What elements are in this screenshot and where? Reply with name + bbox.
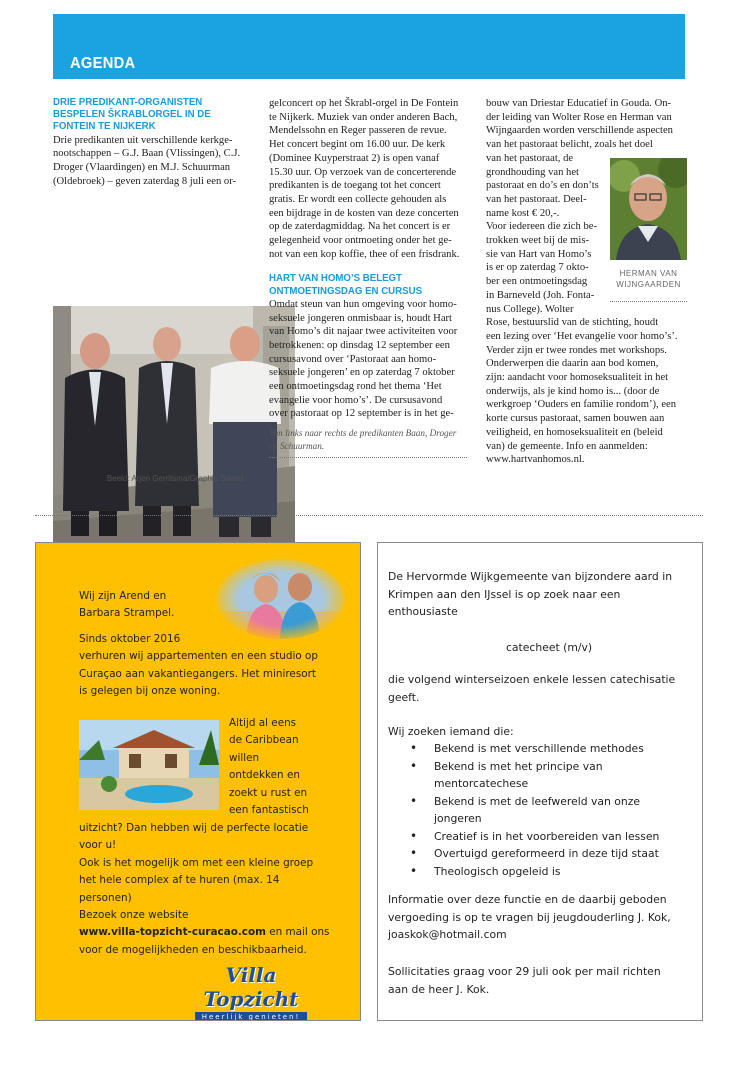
article1-body-col2 [269, 97, 467, 261]
portrait-caption [610, 268, 687, 290]
text-line: nootschappen – G.J. Baan (Vlissingen), C.J. [53, 148, 241, 160]
text-line: Mendelssohn en Reger passeren de revue. [269, 125, 447, 137]
herman-portrait [610, 158, 687, 260]
ad-church-line: geeft. [388, 690, 420, 704]
ad-villa-line: Altijd al eens [229, 717, 297, 729]
text-line: evangelie voor homo’s’. De cursusavond [269, 394, 443, 406]
ad-villa-line: uitzicht? Dan hebben wij de perfecte locatie [79, 822, 309, 834]
text-line: Wijngaarden worden verschillende aspecten [486, 125, 673, 137]
ad-church-apply [388, 963, 698, 998]
ad-church-line: enthousiaste [388, 605, 458, 618]
requirement-line: jongeren [434, 812, 482, 825]
text-line: gelconcert op het Škrabl-orgel in De Fontein [269, 98, 459, 109]
text-line: nus College). Wolter [486, 303, 574, 315]
text-line: ber een ontmoetingsdag [486, 276, 588, 288]
text-line: veiligheid, en homoseksualiteit en (beleid [486, 426, 663, 438]
section-divider [35, 515, 703, 516]
text-line: zijn: aandacht voor homoseksualiteit in het [486, 372, 669, 384]
requirement-line: • Overtuigd gereformeerd in deze tijd staat [434, 847, 659, 860]
requirement-line: • Creatief is in het voorbereiden van lessen [434, 829, 660, 843]
ad-church-line: De Hervormde Wijkgemeente van bijzondere aard in [388, 570, 673, 583]
ad-villa-line: Curaçao aan vakantiegangers. Het miniresort [79, 667, 316, 680]
ad-villa-line: voor de mogelijkheden en beschikbaarheid. [79, 943, 307, 956]
ad-villa-line: ontdekken en [229, 769, 300, 782]
text-line: een ontmoetingsdag rond het thema ‘Het [269, 381, 442, 393]
requirement-line: • Bekend is met het principe van [434, 759, 603, 773]
article2-body-col3-top [486, 97, 686, 152]
ad-villa-line: Sinds oktober 2016 [79, 633, 181, 645]
portrait-caption-line1: HERMAN VAN [619, 269, 678, 278]
ad-villa-line: verhuren wij appartementen en een studio op [79, 650, 318, 663]
section-title: AGENDA [70, 55, 136, 72]
logo-tagline: Heerlijk genieten! [195, 1012, 307, 1021]
villa-topzicht-logo [186, 963, 316, 1021]
couple-photo [216, 559, 346, 639]
list-item [408, 863, 698, 881]
text-line: Omdat steun van hun omgeving voor homo- [269, 298, 457, 310]
text-line: betrokkenen: op dinsdag 12 september een [269, 339, 450, 351]
ad-villa-line: Ook is het mogelijk om met een kleine groep [79, 856, 314, 869]
text-line: www.hartvanhomos.nl. [486, 454, 585, 466]
ad-villa-para2-full [79, 820, 357, 959]
text-line: Droger (Vlaardingen) en M.J. Schuurman [53, 162, 231, 174]
text-line: van) de gemeente. Info en aanmelden: [486, 440, 648, 452]
ad-villa-line: een fantastisch [229, 804, 309, 817]
ad-church-line: Sollicitaties graag voor 29 juli ook per mail richten [388, 965, 661, 978]
ad-church-intro [388, 568, 698, 621]
text-line: seksuele jongeren onmisbaar is, houdt Hart [269, 312, 452, 324]
text-line: gelegenheid voor ontmoeting onder het ge- [269, 235, 452, 247]
ad-villa-line: voor u! [79, 839, 117, 852]
article1-heading: DRIE PREDIKANT-ORGANISTEN BESPELEN ŠKRABLORGEL IN DE FONTEIN TE NIJKERK [53, 97, 211, 133]
logo-wordmark: Villa Topzicht [203, 963, 299, 1011]
text-line: bouw van Driestar Educatief in Gouda. On- [486, 98, 672, 109]
ad-church-purpose [388, 671, 698, 706]
ad-church-line: Informatie over deze functie en de daarbij geboden [388, 893, 667, 906]
text-line: cursusavond over ‘Pastoraat aan homo- [269, 353, 437, 365]
ad-villa-line: Bezoek onze website [79, 909, 189, 922]
text-line: te Nijkerk. Muziek van onder anderen Bach, [269, 111, 458, 123]
article2-body-col2 [269, 298, 467, 421]
text-line: (Dominee Kuyperstraat 2) is open vanaf [269, 152, 440, 164]
text-line: van het pastoraat belicht, zoals het doel [486, 139, 653, 151]
ad-church-info [388, 891, 698, 944]
text-line: name kost € 20,-. [486, 207, 560, 219]
list-item [408, 828, 698, 846]
ad-villa-line: zoekt u rust en [229, 786, 308, 799]
villa-topzicht-ad [35, 542, 361, 1021]
list-item [408, 793, 698, 828]
ad-villa-line: het hele complex af te huren (max. 14 [79, 874, 280, 887]
resort-photo [79, 720, 219, 810]
article-column-2 [269, 97, 467, 458]
ad-villa-line: is gelegen bij onze woning. [79, 685, 221, 698]
text-line: op de zaterdagmiddag. Na het concert is er [269, 221, 451, 233]
text-line: van het pastoraat. Deel- [486, 193, 587, 205]
photo-credit: Beeld: Arjen Gerritsma/Graphic Sound [106, 474, 243, 483]
text-line: Het concert begint om 16.00 uur. De kerk [269, 139, 446, 151]
article2-body-col3-bottom [486, 316, 686, 467]
website-line [79, 924, 357, 941]
article2-heading: HART VAN HOMO’S BELEGT ONTMOETINGSDAG EN CURSUS [269, 273, 423, 297]
text-line: Rose, bestuurslid van de stichting, houdt [486, 317, 659, 329]
photo-caption: Van links naar rechts de predikanten Baan, Droger en Schuurman. [269, 428, 457, 451]
text-line: 15.30 uur. Op verzoek van de concerterende [269, 166, 457, 178]
article-column-1 [53, 97, 243, 188]
ad-villa-intro [79, 588, 174, 623]
text-line: een lezing over ‘Het evangelie voor homo’s’. [486, 330, 678, 342]
requirements-list [408, 740, 698, 880]
ad-villa-intro-line: Barbara Strampel. [79, 607, 175, 620]
text-line: over pastoraat op 12 september is in het ge- [269, 408, 454, 420]
ad-villa-intro-line: Wij zijn Arend en [79, 590, 167, 602]
text-line: in Barneveld (Joh. Fonta- [486, 289, 595, 301]
requirement-line: • Theologisch opgeleid is [434, 864, 561, 878]
text-line: werkgroep ‘Ouders en familie rondom’), een [486, 399, 677, 411]
text-line: predikanten is de toegang tot het concert [269, 180, 441, 192]
villa-website-link[interactable]: www.villa-topzicht-curacao.com [79, 926, 266, 939]
requirement-line: • Bekend is met de leefwereld van onze [434, 794, 641, 808]
text-line: onderwijs, als je kind homo is... (door de [486, 385, 660, 397]
text-line: seksuele jongeren’ en op zaterdag 7 oktober [269, 367, 455, 379]
ad-church-line: die volgend winterseizoen enkele lessen catechisatie [388, 673, 676, 686]
article1-body-col1 [53, 134, 243, 189]
text-line: gratis. Er wordt een collecte gehouden als [269, 193, 447, 205]
text-line: der leiding van Wolter Rose en Herman van [486, 111, 672, 123]
ad-villa-para1 [79, 631, 355, 701]
organists-photo [53, 306, 295, 563]
list-item [408, 845, 698, 863]
text-line: van Homo’s dit najaar twee activiteiten voor [269, 326, 458, 338]
catecheet-vacancy-ad [377, 542, 703, 1021]
ad-villa-line: de Caribbean [229, 734, 299, 747]
text-line: Voor iedereen die zich be- [486, 221, 597, 233]
text-line: grondhouding van het [486, 166, 579, 178]
ad-church-line: vergoeding is op te vragen bij jeugdouderling J. Kok, [388, 910, 671, 924]
text-line: Onderwerpen die daarin aan bod komen, [486, 358, 659, 370]
contact-email[interactable]: joaskok@hotmail.com [388, 928, 507, 941]
list-item [408, 740, 698, 758]
ad-church-seeking: Wij zoeken iemand die: [388, 725, 514, 738]
text-line: van het pastoraat, de [486, 152, 574, 164]
ad-church-line: aan de heer J. Kok. [388, 982, 490, 996]
list-item [408, 758, 698, 793]
ad-villa-line: en mail ons [265, 926, 330, 939]
text-line: korte cursus pastoraat, samen bouwen aan [486, 413, 665, 425]
portrait-caption-line2: WIJNGAARDEN [616, 280, 681, 289]
portrait-divider [610, 301, 687, 302]
text-line: Drie predikanten uit verschillende kerkge- [53, 134, 233, 146]
text-line: trokken weet bij de mis- [486, 235, 589, 247]
text-line: not van een kop koffie, thee of een frisdrank. [269, 248, 460, 260]
ad-villa-line: personen) [79, 891, 132, 904]
requirement-line: • Bekend is met verschillende methodes [434, 742, 644, 755]
ad-church-line: Krimpen aan den IJssel is op zoek naar een [388, 587, 621, 601]
text-line: (Oldebroek) – geven zaterdag 8 juli een or- [53, 175, 237, 187]
article2-body-col3-wrap [486, 152, 608, 316]
text-line: sie van Hart van Homo’s [486, 248, 592, 260]
text-line: een bijdrage in de kosten van deze concerten [269, 207, 459, 219]
agenda-header [53, 14, 685, 79]
text-line: Verder zijn er twee rondes met workshops. [486, 344, 667, 356]
text-line: pastoraat en do’s en don’ts [486, 180, 599, 192]
ad-church-role: catecheet (m/v) [506, 641, 593, 654]
ad-villa-line: willen [229, 751, 260, 764]
requirement-line: mentorcatechese [434, 777, 529, 790]
caption-divider [269, 457, 467, 458]
text-line: is er op zaterdag 7 okto- [486, 262, 589, 274]
ad-villa-para2-narrow [229, 715, 309, 819]
